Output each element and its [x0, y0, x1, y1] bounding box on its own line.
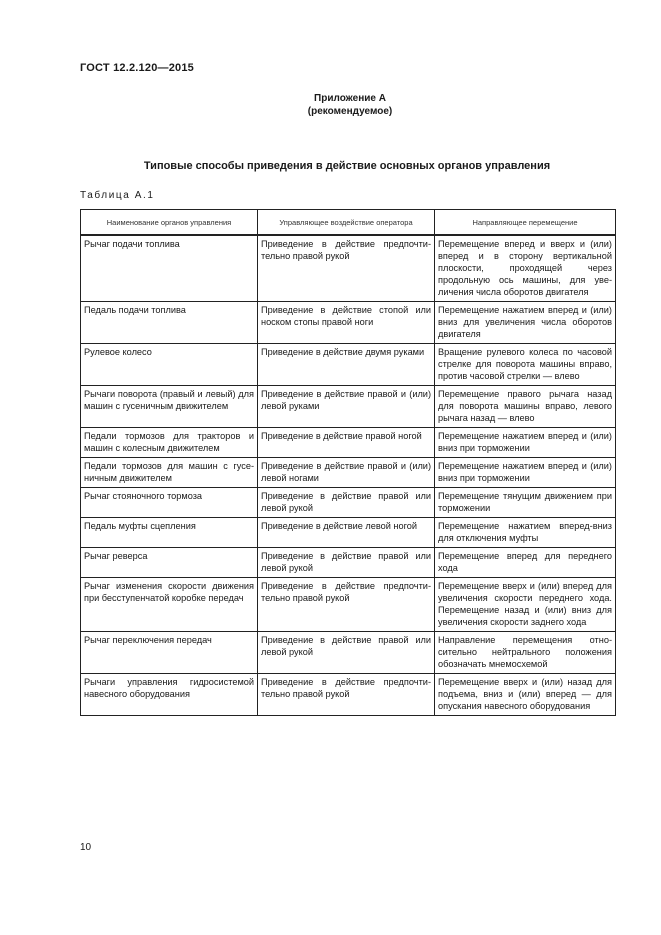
header-movement-direction: Направляющее перемещение: [435, 210, 616, 236]
cell-movement-direction: Перемещение вперед для переднего хода: [435, 548, 616, 578]
header-control-name: Наименование органов управления: [81, 210, 258, 236]
cell-control-name: Рычаг реверса: [81, 548, 258, 578]
table-row: [81, 344, 616, 386]
cell-control-name: Рычаг стояночного тормоза: [81, 488, 258, 518]
cell-operator-action: Приведение в действие правой или левой рукой: [258, 548, 435, 578]
cell-movement-direction: Направление перемещения относительно нейтрального положения обозначать мнемосхемой: [435, 632, 616, 674]
table-row: [81, 578, 616, 632]
cell-operator-action: Приведение в действие предпочтительно правой рукой: [258, 674, 435, 716]
cell-movement-direction: Перемещение вверх и (или) вперед для увеличения скорости переднего хода. Перемещение назад и (или) вниз для увеличения скорости заднего хода: [435, 578, 616, 632]
cell-control-name: Педаль муфты сцепления: [81, 518, 258, 548]
cell-movement-direction: Перемещение вверх и (или) назад для подъема, вниз и (или) вперед — для опускания навесного оборудования: [435, 674, 616, 716]
cell-operator-action: Приведение в действие правой ногой: [258, 428, 435, 458]
appendix-heading: [0, 92, 661, 118]
cell-operator-action: Приведение в действие двумя руками: [258, 344, 435, 386]
table-row: [81, 235, 616, 302]
cell-movement-direction: Перемещение нажатием вперед-вниз для отключения муфты: [435, 518, 616, 548]
section-title: Типовые способы приведения в действие основных органов управления: [143, 160, 551, 172]
cell-movement-direction: Перемещение правого рычага назад для поворота машины вправо, левого рычага назад — влево: [435, 386, 616, 428]
cell-movement-direction: Перемещение нажатием вперед и (или) вниз при торможении: [435, 458, 616, 488]
header-operator-action: Управляющее воздействие оператора: [258, 210, 435, 236]
cell-operator-action: Приведение в действие предпочтительно правой рукой: [258, 578, 435, 632]
table-row: [81, 548, 616, 578]
table-row: [81, 488, 616, 518]
cell-control-name: Рычаг подачи топлива: [81, 235, 258, 302]
table-header-row: [81, 210, 616, 236]
document-header: ГОСТ 12.2.120—2015: [80, 62, 194, 74]
table-row: [81, 458, 616, 488]
cell-control-name: Рулевое колесо: [81, 344, 258, 386]
cell-control-name: Педали тормозов для машин с гусеничным движителем: [81, 458, 258, 488]
table-container: [80, 209, 615, 716]
cell-control-name: Педаль подачи топлива: [81, 302, 258, 344]
cell-operator-action: Приведение в действие правой и (или) левой ногами: [258, 458, 435, 488]
table-row: [81, 386, 616, 428]
cell-operator-action: Приведение в действие левой ногой: [258, 518, 435, 548]
cell-control-name: Рычаги управления гидросистемой навесного оборудования: [81, 674, 258, 716]
cell-control-name: Педали тормозов для тракторов и машин с колесным движителем: [81, 428, 258, 458]
table-row: [81, 518, 616, 548]
cell-operator-action: Приведение в действие правой или левой рукой: [258, 488, 435, 518]
cell-movement-direction: Перемещение вперед и вверх и (или) вперед и в сторону вертикальной плоскости, проходящей через продольную ось машины, для увеличения числа оборотов двигателя: [435, 235, 616, 302]
cell-movement-direction: Вращение рулевого колеса по часовой стрелке для поворота машины вправо, против часовой стрелки — влево: [435, 344, 616, 386]
cell-movement-direction: Перемещение нажатием вперед и (или) вниз для увеличения числа оборотов двигателя: [435, 302, 616, 344]
cell-operator-action: Приведение в действие предпочтительно правой рукой: [258, 235, 435, 302]
cell-operator-action: Приведение в действие правой или левой рукой: [258, 632, 435, 674]
table-row: [81, 632, 616, 674]
cell-movement-direction: Перемещение тянущим движением при торможении: [435, 488, 616, 518]
table-row: [81, 428, 616, 458]
cell-operator-action: Приведение в действие правой и (или) левой руками: [258, 386, 435, 428]
cell-control-name: Рычаг переключения передач: [81, 632, 258, 674]
table-label: Таблица А.1: [80, 190, 155, 201]
controls-table: [80, 209, 616, 716]
table-row: [81, 302, 616, 344]
appendix-title: Приложение А: [314, 93, 386, 104]
table-row: [81, 674, 616, 716]
cell-control-name: Рычаги поворота (правый и левый) для машин с гусеничным движителем: [81, 386, 258, 428]
cell-control-name: Рычаг изменения скорости движения при бесступенчатой коробке передач: [81, 578, 258, 632]
cell-operator-action: Приведение в действие стопой или носком стопы правой ноги: [258, 302, 435, 344]
appendix-subtitle: (рекомендуемое): [307, 106, 393, 117]
page-number: 10: [80, 842, 92, 853]
cell-movement-direction: Перемещение нажатием вперед и (или) вниз при торможении: [435, 428, 616, 458]
